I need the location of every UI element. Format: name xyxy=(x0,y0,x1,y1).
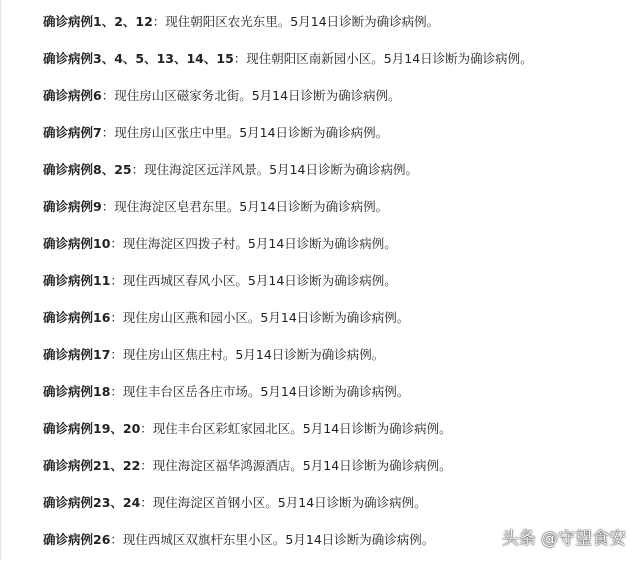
case-label: 确诊病例11 xyxy=(43,273,111,288)
watermark: 头条 @守望食安 xyxy=(501,529,626,549)
case-text: ：现住朝阳区南新园小区。5月14日诊断为确诊病例。 xyxy=(233,51,533,66)
case-label: 确诊病例3、4、5、13、14、15 xyxy=(43,51,234,66)
case-text: ：现住海淀区皂君东里。5月14日诊断为确诊病例。 xyxy=(101,199,389,214)
case-text: ：现住房山区焦庄村。5月14日诊断为确诊病例。 xyxy=(110,347,385,362)
case-label: 确诊病例10 xyxy=(43,236,111,251)
case-label: 确诊病例18 xyxy=(43,384,111,399)
case-label: 确诊病例6 xyxy=(43,88,102,103)
case-line xyxy=(43,197,630,234)
case-label: 确诊病例16 xyxy=(43,310,111,325)
case-text: ：现住丰台区彩虹家园北区。5月14日诊断为确诊病例。 xyxy=(140,421,452,436)
case-text: ：现住西城区双旗杆东里小区。5月14日诊断为确诊病例。 xyxy=(110,532,435,547)
case-text: ：现住房山区张庄中里。5月14日诊断为确诊病例。 xyxy=(101,125,389,140)
case-text: ：现住海淀区四拨子村。5月14日诊断为确诊病例。 xyxy=(110,236,397,251)
case-label: 确诊病例1、2、12 xyxy=(43,14,153,29)
case-line xyxy=(43,123,630,160)
case-line xyxy=(43,160,630,197)
case-line xyxy=(43,12,630,49)
case-line xyxy=(43,308,630,345)
case-text: ：现住朝阳区农光东里。5月14日诊断为确诊病例。 xyxy=(152,14,440,29)
case-line xyxy=(43,419,630,456)
case-text: ：现住海淀区远洋风景。5月14日诊断为确诊病例。 xyxy=(131,162,418,177)
case-label: 确诊病例17 xyxy=(43,347,111,362)
case-label: 确诊病例19、20 xyxy=(43,421,141,436)
case-label: 确诊病例26 xyxy=(43,532,111,547)
case-list xyxy=(43,12,630,567)
case-line xyxy=(43,345,630,382)
case-line xyxy=(43,49,630,86)
case-text: ：现住西城区春风小区。5月14日诊断为确诊病例。 xyxy=(110,273,397,288)
case-line xyxy=(43,86,630,123)
case-label: 确诊病例9 xyxy=(43,199,102,214)
case-line xyxy=(43,234,630,271)
case-line xyxy=(43,271,630,308)
case-line xyxy=(43,456,630,493)
case-text: ：现住房山区磁家务北街。5月14日诊断为确诊病例。 xyxy=(101,88,401,103)
case-text: ：现住海淀区首钢小区。5月14日诊断为确诊病例。 xyxy=(140,495,427,510)
case-label: 确诊病例8、25 xyxy=(43,162,132,177)
case-label: 确诊病例21、22 xyxy=(43,458,141,473)
case-text: ：现住丰台区岳各庄市场。5月14日诊断为确诊病例。 xyxy=(110,384,410,399)
case-label: 确诊病例7 xyxy=(43,125,102,140)
case-text: ：现住海淀区福华鸿源酒店。5月14日诊断为确诊病例。 xyxy=(140,458,452,473)
case-text: ：现住房山区燕和园小区。5月14日诊断为确诊病例。 xyxy=(110,310,410,325)
case-label: 确诊病例23、24 xyxy=(43,495,141,510)
case-line xyxy=(43,382,630,419)
